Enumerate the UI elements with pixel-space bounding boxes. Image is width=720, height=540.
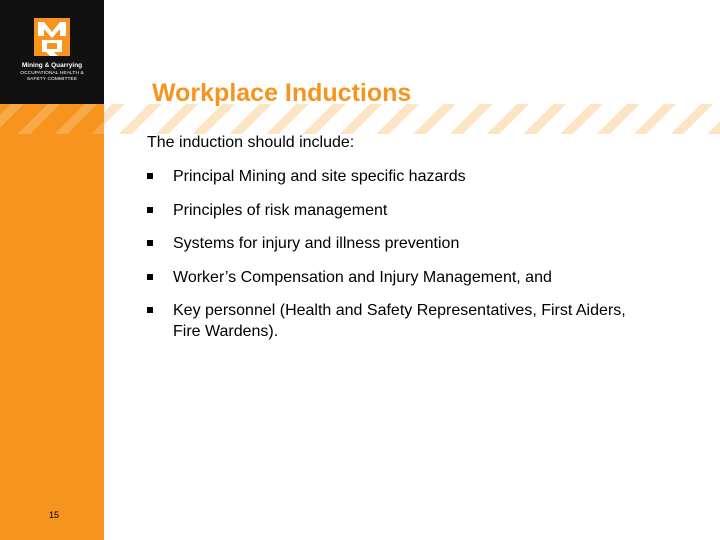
- square-bullet-icon: [147, 240, 153, 246]
- bullet-list: [147, 166, 647, 355]
- bullet-text: Worker’s Compensation and Injury Management, and: [173, 268, 552, 286]
- bullet-text: Key personnel (Health and Safety Representatives, First Aiders, Fire Wardens).: [173, 302, 626, 340]
- list-item: [147, 267, 647, 288]
- square-bullet-icon: [147, 307, 153, 313]
- intro-text: The induction should include:: [147, 134, 355, 151]
- mq-logo-icon: [34, 18, 70, 56]
- logo-block: [0, 0, 104, 104]
- logo-subtitle-line1: OCCUPATIONAL HEALTH &: [20, 71, 84, 76]
- list-item: [147, 166, 647, 187]
- bullet-text: Principles of risk management: [173, 201, 388, 219]
- sidebar-stripe-band: [0, 104, 104, 134]
- logo-name: Mining & Quarrying: [21, 62, 83, 69]
- square-bullet-icon: [147, 274, 153, 280]
- list-item: [147, 233, 647, 254]
- list-item: [147, 300, 647, 342]
- logo-subtitle-line2: SAFETY COMMITTEE: [26, 77, 78, 82]
- header-stripe-band: [104, 104, 720, 134]
- list-item: [147, 200, 647, 221]
- page-number: 15: [48, 510, 59, 520]
- square-bullet-icon: [147, 207, 153, 213]
- square-bullet-icon: [147, 173, 153, 179]
- slide-title: Workplace Inductions: [152, 79, 412, 107]
- bullet-text: Systems for injury and illness prevention: [173, 235, 460, 252]
- bullet-text: Principal Mining and site specific hazards: [173, 168, 466, 185]
